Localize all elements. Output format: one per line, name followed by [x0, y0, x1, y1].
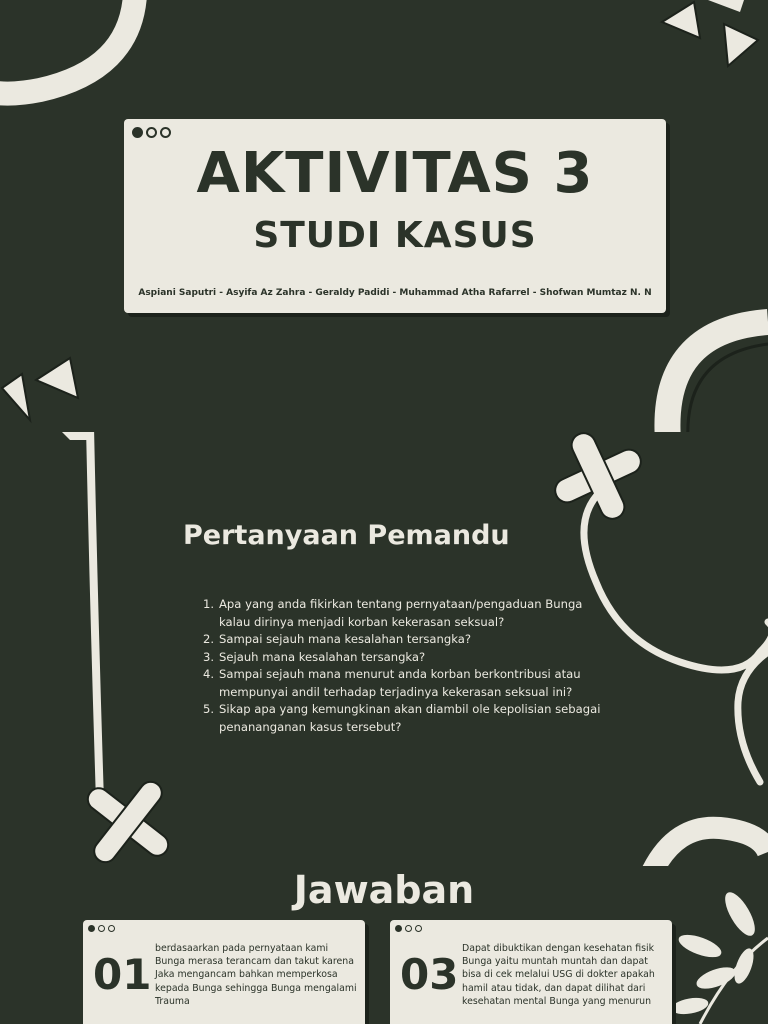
list-item: 2. Sampai sejauh mana kesalahan tersangka? [203, 632, 471, 646]
window-dots-icon [132, 127, 171, 138]
window-dots-icon [88, 925, 115, 932]
questions-list [203, 596, 603, 736]
section-title: Jawaban [293, 868, 475, 912]
cross-icon [61, 755, 196, 866]
arch-icon [652, 828, 768, 866]
title-card [124, 119, 666, 313]
questions-slide [0, 432, 768, 866]
list-item: 3. Sejauh mana kesalahan tersangka? [203, 649, 426, 664]
triangle-icon [724, 24, 758, 66]
squiggle-line [584, 492, 768, 782]
cross-icon [537, 432, 659, 537]
triangle-icon [662, 2, 700, 38]
page-subtitle: STUDI KASUS [253, 215, 537, 256]
answer-number: 03 [400, 950, 459, 999]
page-title: AKTIVITAS 3 [196, 141, 594, 206]
arch-icon [667, 322, 768, 432]
answers-slide [0, 866, 768, 1024]
authors-line: Aspiani Saputri - Asyifa Az Zahra - Geraldy Padidi - Muhammad Atha Rafarrel - Shofwan Mumtaz N. N [138, 288, 652, 298]
answer-card [390, 920, 672, 1024]
triangle-icon [708, 0, 744, 12]
list-item: 4. Sampai sejauh mana menurut anda korban berkontribusi atau mempunyai andil terhadap terjadinya kekerasan seksual ini? [203, 667, 581, 699]
list-item: 5. Sikap apa yang kemungkinan akan diambil ole kepolisian sebagai penananganan kasus tersebut? [203, 702, 601, 734]
triangle-icon [2, 374, 30, 420]
section-title: Pertanyaan Pemandu [183, 520, 510, 551]
arch-icon [0, 0, 135, 94]
answer-text: Dapat dibuktikan dengan kesehatan fisik Bunga yaitu muntah muntah dan dapat bisa di cek melalui USG di dokter apakah hamil atau tidak, dan dapat dilihat dari kesehatan mental Bunga yang menurun [462, 943, 655, 1007]
answer-number: 01 [93, 950, 152, 999]
title-slide [0, 0, 768, 432]
list-item: 1. Apa yang anda fikirkan tentang pernyataan/pengaduan Bunga kalau dirinya menjadi korban kekerasan seksual? [203, 597, 583, 629]
answer-card [83, 920, 365, 1024]
answer-text: berdasaarkan pada pernyataan kami Bunga merasa terancam dan takut karena Jaka mengancam bahkan memperkosa kepada Bunga sehingga Bunga mengalami Trauma [155, 943, 357, 1007]
triangle-icon [36, 358, 78, 398]
window-dots-icon [395, 925, 422, 932]
